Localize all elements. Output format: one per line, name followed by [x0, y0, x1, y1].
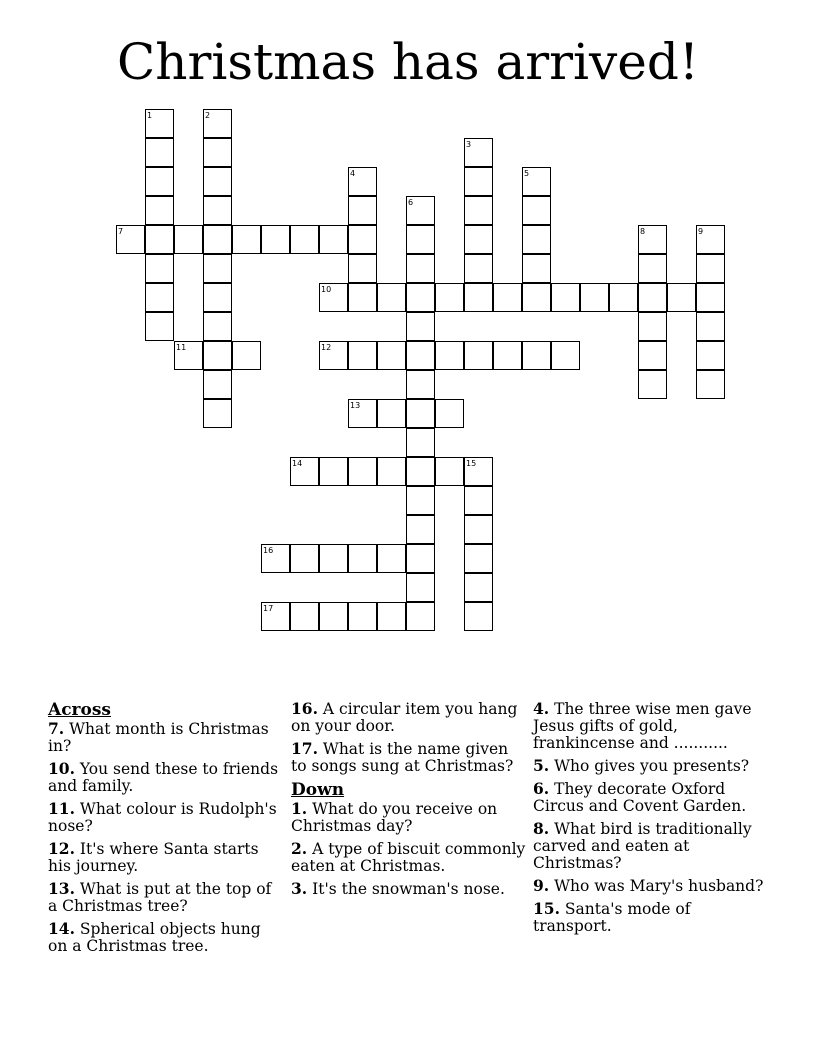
grid-cell[interactable]: [406, 486, 435, 515]
grid-cell[interactable]: [348, 167, 377, 196]
grid-cell[interactable]: [493, 341, 522, 370]
grid-cell[interactable]: [203, 225, 232, 254]
grid-cell[interactable]: [406, 370, 435, 399]
grid-cell[interactable]: [406, 515, 435, 544]
grid-cell[interactable]: [435, 341, 464, 370]
grid-cell[interactable]: [696, 341, 725, 370]
grid-cell[interactable]: [290, 225, 319, 254]
grid-cell[interactable]: [145, 138, 174, 167]
clue-number: 14: [292, 459, 303, 468]
grid-cell[interactable]: [464, 457, 493, 486]
grid-cell[interactable]: [406, 602, 435, 631]
grid-cell[interactable]: [348, 196, 377, 225]
grid-cell[interactable]: [377, 283, 406, 312]
grid-cell[interactable]: [203, 312, 232, 341]
clue-number: 8: [640, 227, 646, 236]
grid-cell[interactable]: [696, 370, 725, 399]
grid-cell[interactable]: [638, 254, 667, 283]
down-heading: Down: [291, 780, 345, 800]
grid-cell[interactable]: [638, 341, 667, 370]
grid-cell[interactable]: [145, 312, 174, 341]
clues-column-1: [48, 700, 283, 960]
grid-cell[interactable]: [609, 283, 638, 312]
clue-number: 17: [263, 604, 274, 613]
grid-cell[interactable]: [551, 283, 580, 312]
grid-cell[interactable]: [116, 225, 145, 254]
grid-cell[interactable]: [145, 225, 174, 254]
grid-cell[interactable]: [319, 283, 348, 312]
grid-cell[interactable]: [203, 254, 232, 283]
clue-item: 16. A circular item you hang on your door.: [291, 699, 518, 735]
grid-cell[interactable]: [406, 225, 435, 254]
clue-number: 16: [263, 546, 274, 555]
grid-cell[interactable]: [174, 225, 203, 254]
grid-cell[interactable]: [377, 457, 406, 486]
grid-cell[interactable]: [348, 602, 377, 631]
grid-cell[interactable]: [145, 196, 174, 225]
grid-cell[interactable]: [464, 544, 493, 573]
clue-item: 11. What colour is Rudolph's nose?: [48, 799, 277, 835]
grid-cell[interactable]: [348, 544, 377, 573]
grid-cell[interactable]: [406, 573, 435, 602]
grid-cell[interactable]: [319, 225, 348, 254]
grid-cell[interactable]: [203, 341, 232, 370]
grid-cell[interactable]: [406, 254, 435, 283]
grid-cell[interactable]: [348, 225, 377, 254]
grid-cell[interactable]: [522, 341, 551, 370]
grid-cell[interactable]: [406, 283, 435, 312]
clue-number: 2: [205, 111, 211, 120]
grid-cell[interactable]: [464, 138, 493, 167]
grid-cell[interactable]: [406, 312, 435, 341]
grid-cell[interactable]: [203, 138, 232, 167]
grid-cell[interactable]: [319, 544, 348, 573]
page-title: Christmas has arrived!: [117, 33, 699, 91]
grid-cell[interactable]: [522, 167, 551, 196]
grid-cell[interactable]: [435, 457, 464, 486]
clue-item: 7. What month is Christmas in?: [48, 719, 269, 755]
grid-cell[interactable]: [522, 283, 551, 312]
grid-cell[interactable]: [377, 602, 406, 631]
grid-cell[interactable]: [406, 399, 435, 428]
grid-cell[interactable]: [290, 602, 319, 631]
grid-cell[interactable]: [377, 399, 406, 428]
clue-item: 17. What is the name given to songs sung at Christmas?: [291, 739, 514, 775]
grid-cell[interactable]: [174, 341, 203, 370]
grid-cell[interactable]: [638, 312, 667, 341]
grid-cell[interactable]: [145, 254, 174, 283]
clue-number: 3: [466, 140, 472, 149]
grid-cell[interactable]: [493, 283, 522, 312]
clue-number: 1: [147, 111, 153, 120]
grid-cell[interactable]: [261, 602, 290, 631]
grid-cell[interactable]: [696, 283, 725, 312]
clues-column-3: [533, 700, 768, 940]
clue-item: 1. What do you receive on Christmas day?: [291, 799, 498, 835]
grid-cell[interactable]: [261, 544, 290, 573]
clue-number: 12: [321, 343, 332, 352]
clue-number: 11: [176, 343, 187, 352]
grid-cell[interactable]: [203, 196, 232, 225]
grid-cell[interactable]: [464, 486, 493, 515]
grid-cell[interactable]: [319, 457, 348, 486]
grid-cell[interactable]: [464, 225, 493, 254]
grid-cell[interactable]: [203, 167, 232, 196]
grid-cell[interactable]: [435, 399, 464, 428]
clue-number: 4: [350, 169, 356, 178]
grid-cell[interactable]: [232, 225, 261, 254]
grid-cell[interactable]: [203, 370, 232, 399]
grid-cell[interactable]: [464, 602, 493, 631]
grid-cell[interactable]: [667, 283, 696, 312]
clue-item: 13. What is put at the top of a Christmas tree?: [48, 879, 272, 915]
grid-cell[interactable]: [696, 312, 725, 341]
clue-item: 12. It's where Santa starts his journey.: [48, 839, 259, 875]
clue-item: 6. They decorate Oxford Circus and Covent Garden.: [533, 779, 747, 815]
grid-cell[interactable]: [551, 341, 580, 370]
grid-cell[interactable]: [464, 254, 493, 283]
clue-item: 5. Who gives you presents?: [533, 756, 750, 775]
clue-item: 4. The three wise men gave Jesus gifts of gold, frankincense and ...........: [533, 699, 752, 752]
grid-cell[interactable]: [406, 428, 435, 457]
grid-cell[interactable]: [377, 544, 406, 573]
grid-cell[interactable]: [203, 109, 232, 138]
clue-item: 10. You send these to friends and family.: [48, 759, 279, 795]
clue-item: 14. Spherical objects hung on a Christmas tree.: [48, 919, 261, 955]
grid-cell[interactable]: [464, 515, 493, 544]
grid-cell[interactable]: [348, 399, 377, 428]
grid-cell[interactable]: [464, 283, 493, 312]
clue-item: 15. Santa's mode of transport.: [533, 899, 691, 935]
clue-item: 8. What bird is traditionally carved and eaten at Christmas?: [533, 819, 752, 872]
clues-column-2: [291, 700, 526, 903]
clue-item: 3. It's the snowman's nose.: [291, 879, 505, 898]
grid-cell[interactable]: [464, 341, 493, 370]
grid-cell[interactable]: [319, 341, 348, 370]
grid-cell[interactable]: [406, 457, 435, 486]
clue-item: 9. Who was Mary's husband?: [533, 876, 764, 895]
grid-cell[interactable]: [232, 341, 261, 370]
clue-number: 10: [321, 285, 332, 294]
grid-cell[interactable]: [319, 602, 348, 631]
grid-cell[interactable]: [580, 283, 609, 312]
grid-cell[interactable]: [290, 544, 319, 573]
grid-cell[interactable]: [464, 573, 493, 602]
grid-cell[interactable]: [435, 283, 464, 312]
grid-cell[interactable]: [638, 283, 667, 312]
grid-cell[interactable]: [203, 399, 232, 428]
grid-cell[interactable]: [145, 283, 174, 312]
grid-cell[interactable]: [290, 457, 319, 486]
grid-cell[interactable]: [522, 254, 551, 283]
grid-cell[interactable]: [145, 109, 174, 138]
grid-cell[interactable]: [203, 283, 232, 312]
grid-cell[interactable]: [348, 457, 377, 486]
clue-number: 5: [524, 169, 530, 178]
grid-cell[interactable]: [145, 167, 174, 196]
clue-number: 15: [466, 459, 477, 468]
grid-cell[interactable]: [348, 341, 377, 370]
grid-cell[interactable]: [406, 196, 435, 225]
grid-cell[interactable]: [464, 196, 493, 225]
across-heading: Across: [48, 700, 111, 720]
grid-cell[interactable]: [261, 225, 290, 254]
grid-cell[interactable]: [696, 254, 725, 283]
clue-number: 6: [408, 198, 414, 207]
grid-cell[interactable]: [406, 341, 435, 370]
grid-cell[interactable]: [696, 225, 725, 254]
grid-cell[interactable]: [464, 167, 493, 196]
clue-number: 13: [350, 401, 361, 410]
grid-cell[interactable]: [522, 196, 551, 225]
grid-cell[interactable]: [406, 544, 435, 573]
grid-cell[interactable]: [348, 283, 377, 312]
clue-number: 7: [118, 227, 124, 236]
grid-cell[interactable]: [638, 225, 667, 254]
grid-cell[interactable]: [522, 225, 551, 254]
grid-cell[interactable]: [348, 254, 377, 283]
grid-cell[interactable]: [638, 370, 667, 399]
clue-item: 2. A type of biscuit commonly eaten at Christmas.: [291, 839, 526, 875]
grid-cell[interactable]: [377, 341, 406, 370]
clue-number: 9: [698, 227, 704, 236]
